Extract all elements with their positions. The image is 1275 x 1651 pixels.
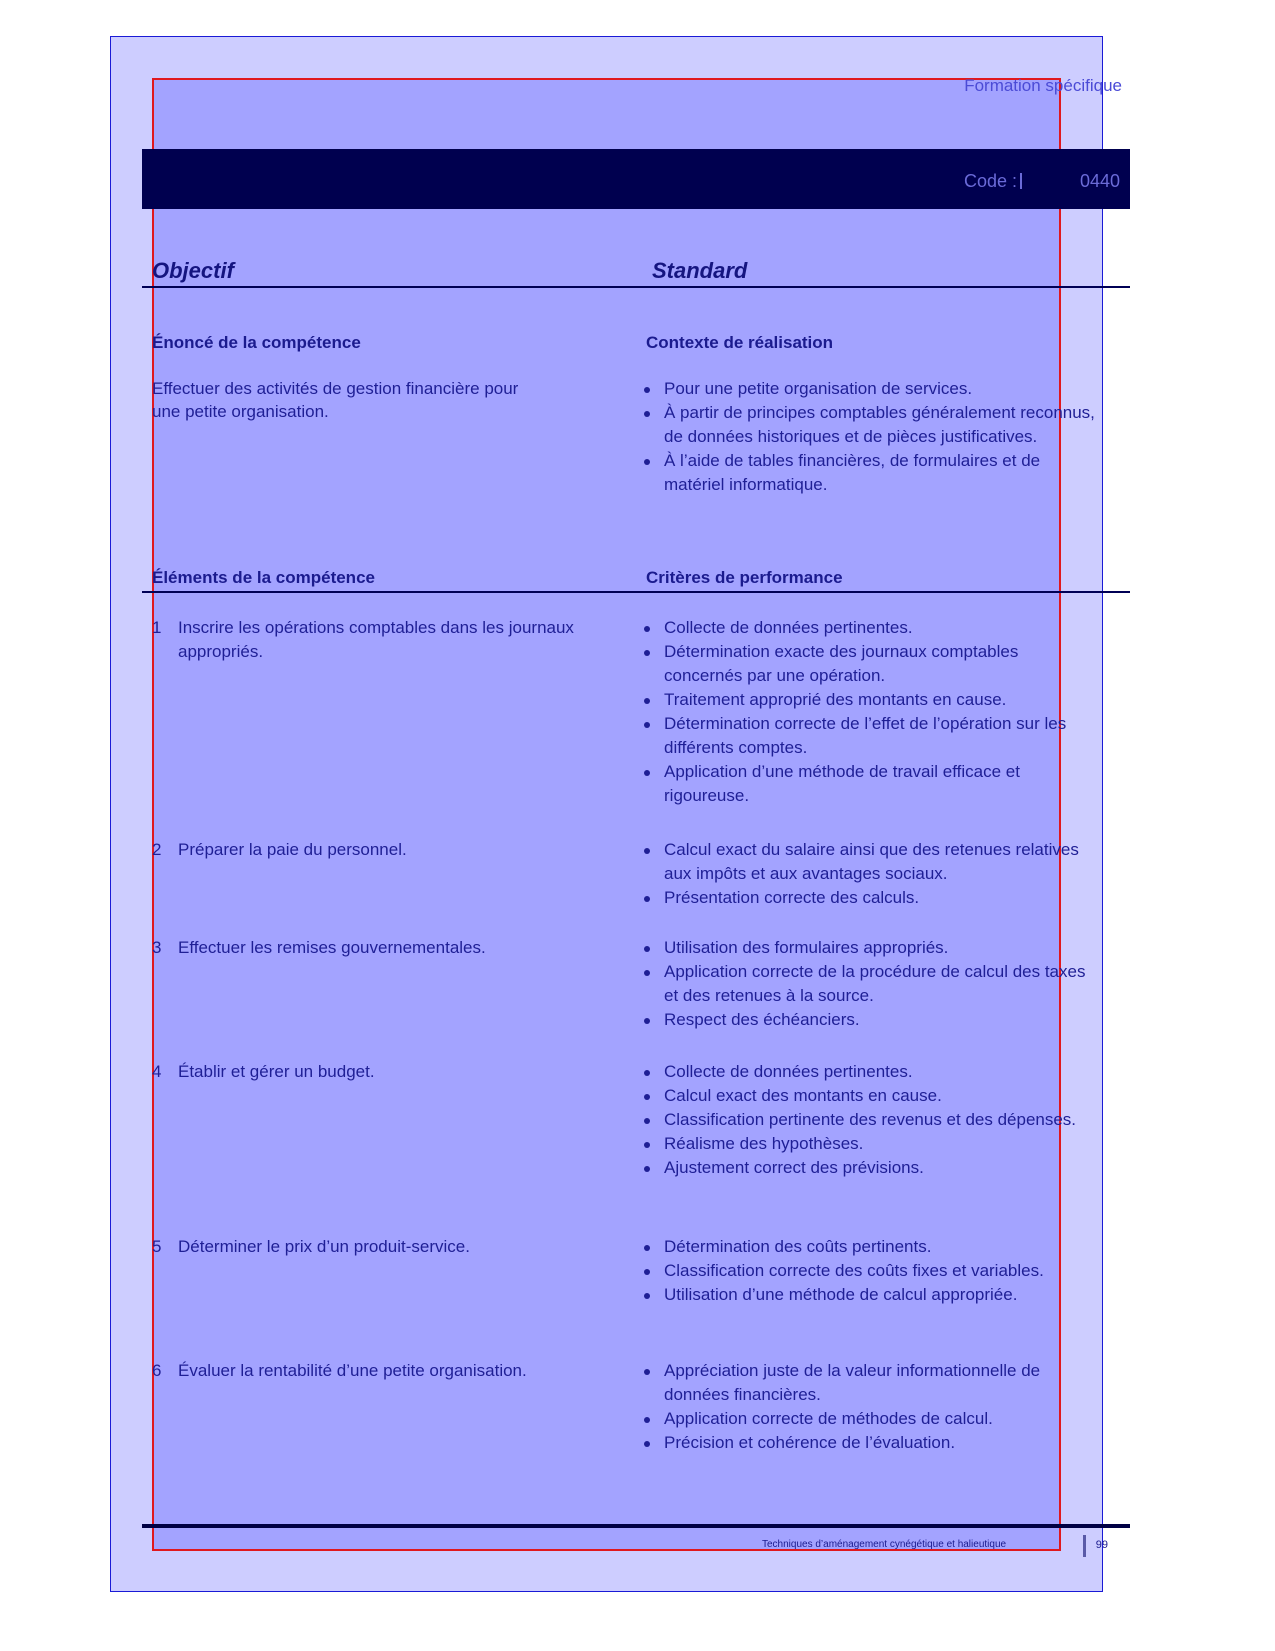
competence-line: Effectuer des activités de gestion financière pour [152,379,519,398]
element-number: 5 [152,1237,162,1256]
context-list [642,377,1097,497]
competence-title: Énoncé de la compétence [152,333,361,352]
criteria-item: Ajustement correct des prévisions. [642,1156,1097,1180]
criteria-item: Application correcte de méthodes de calcul. [642,1407,1097,1431]
criteria-item: Calcul exact des montants en cause. [642,1084,1097,1108]
page-number: 99 [1095,1539,1108,1551]
criteria-item: Détermination exacte des journaux comptables concernés par une opération. [642,640,1097,688]
context-item: À l’aide de tables financières, de formulaires et de matériel informatique. [642,449,1097,497]
element-item [152,1359,622,1383]
element-number: 2 [152,840,162,859]
criteria-item: Précision et cohérence de l’évaluation. [642,1431,1097,1455]
element-item [152,1060,622,1084]
footer-separator [1083,1535,1086,1557]
criteria-item: Traitement approprié des montants en cause. [642,688,1097,712]
criteria-item: Collecte de données pertinentes. [642,1060,1097,1084]
footer-text: Techniques d’aménagement cynégétique et halieutique [762,1539,1007,1550]
element-text: Évaluer la rentabilité d’une petite organisation. [178,1361,527,1380]
criteria-list [642,1060,1097,1180]
criteria-item: Appréciation juste de la valeur informationnelle de données financières. [642,1359,1097,1407]
criteria-item: Respect des échéanciers. [642,1008,1097,1032]
code-value: 0440 [1079,171,1120,191]
criteria-item: Présentation correcte des calculs. [642,886,1097,910]
element-text: Inscrire les opérations comptables dans les journaux appropriés. [178,618,574,661]
criteria-item: Application d’une méthode de travail efficace et rigoureuse. [642,760,1097,808]
program-label: Formation spécifique [964,76,1122,95]
page-footer [762,1537,1112,1553]
criteria-list [642,838,1097,910]
criteria-item: Application correcte de la procédure de calcul des taxes et des retenues à la source. [642,960,1097,1008]
code-label: Code : [964,171,1018,191]
content-area [152,78,1061,1551]
criteria-item: Utilisation des formulaires appropriés. [642,936,1097,960]
criteria-item: Détermination des coûts pertinents. [642,1235,1097,1259]
element-number: 4 [152,1062,162,1081]
element-text: Déterminer le prix d’un produit-service. [178,1237,470,1256]
criteria-item: Classification pertinente des revenus et des dépenses. [642,1108,1097,1132]
code-box [964,170,1122,192]
elements-title: Éléments de la compétence [152,568,375,587]
element-item [152,1235,622,1259]
footer-rule [142,1524,1130,1528]
criteria-item: Calcul exact du salaire ainsi que des retenues relatives aux impôts et aux avantages sociaux. [642,838,1097,886]
element-text: Préparer la paie du personnel. [178,840,407,859]
criteria-item: Classification correcte des coûts fixes et variables. [642,1259,1097,1283]
element-item [152,936,622,960]
criteria-item: Détermination correcte de l’effet de l’opération sur les différents comptes. [642,712,1097,760]
heading-rule [142,286,1130,288]
context-item: À partir de principes comptables généralement reconnus, de données historiques et de pièces justificatives. [642,401,1097,449]
element-text: Effectuer les remises gouvernementales. [178,938,486,957]
element-number: 1 [152,618,162,637]
criteria-title: Critères de performance [646,568,843,587]
criteria-list [642,616,1097,808]
objective-heading: Objectif [152,258,234,283]
criteria-list [642,1359,1097,1455]
element-number: 3 [152,938,162,957]
criteria-item: Collecte de données pertinentes. [642,616,1097,640]
element-text: Établir et gérer un budget. [178,1062,375,1081]
element-item [152,838,622,862]
element-number: 6 [152,1361,162,1380]
criteria-list [642,936,1097,1032]
element-item [152,616,622,664]
criteria-item: Réalisme des hypothèses. [642,1132,1097,1156]
criteria-item: Utilisation d’une méthode de calcul appropriée. [642,1283,1097,1307]
standard-heading: Standard [652,258,748,283]
context-title: Contexte de réalisation [646,333,834,352]
competence-line: une petite organisation. [152,402,329,421]
context-item: Pour une petite organisation de services. [642,377,1097,401]
code-separator [1020,173,1022,189]
criteria-list [642,1235,1097,1307]
elements-rule [142,591,1130,593]
